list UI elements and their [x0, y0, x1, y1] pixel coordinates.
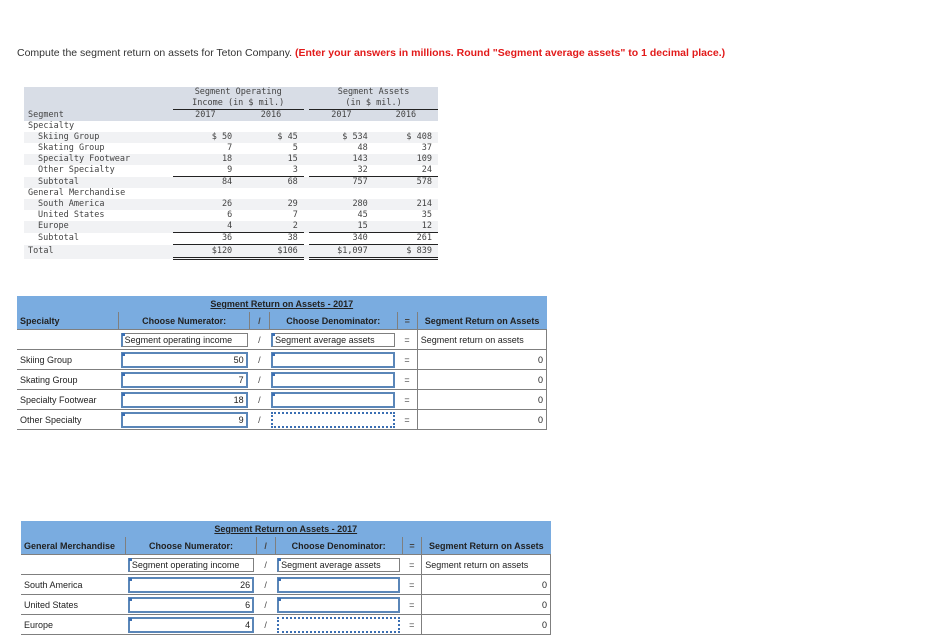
denominator-select[interactable]: Segment average assets — [277, 558, 400, 572]
year-header: 2017 — [309, 110, 374, 122]
segment-data-table — [24, 87, 438, 260]
result-value: 0 — [417, 350, 546, 370]
segment-name: Skiing Group — [17, 350, 119, 370]
year-header: 2016 — [374, 110, 438, 122]
roa-table-title: Segment Return on Assets - 2017 — [21, 521, 551, 537]
denominator-header: Choose Denominator: — [269, 312, 397, 330]
numerator-input[interactable]: 26 — [128, 577, 254, 593]
numerator-input[interactable]: 18 — [121, 392, 248, 408]
numerator-input[interactable]: 7 — [121, 372, 248, 388]
denominator-select[interactable]: Segment average assets — [271, 333, 395, 347]
segment-name: Specialty Footwear — [17, 390, 119, 410]
instructions — [17, 47, 727, 60]
denominator-input-focused[interactable] — [271, 412, 395, 428]
segment-name: Europe — [21, 615, 126, 635]
table-row: Other Specialty 9 / = 0 — [17, 410, 547, 430]
roa-table-specialty: Segment Return on Assets - 2017 Specialty Choose Numerator: / Choose Denominator: = Segment Return on Assets Segment operating income / Segment average assets = Segment return on assets Skiing Group 50 / = 0 Skating Group 7 / = 0 Specialty Footwear 18 / = 0 Other Specialty 9 / = 0 — [17, 296, 547, 430]
numerator-header: Choose Numerator: — [119, 312, 250, 330]
section-label: Specialty — [28, 121, 75, 131]
instructions-text: Compute the segment return on assets for Teton Company. — [17, 47, 293, 59]
segment-name: Skating Group — [17, 370, 119, 390]
segment-name: Other Specialty — [17, 410, 119, 430]
result-value: 0 — [422, 615, 551, 635]
table-row: South America 26 / = 0 — [21, 575, 551, 595]
result-label: Segment return on assets — [422, 555, 551, 575]
table-row: Skating Group 7 5 48 37 — [38, 143, 432, 153]
numerator-select[interactable]: Segment operating income — [128, 558, 254, 572]
numerator-input[interactable]: 4 — [128, 617, 254, 633]
numerator-input[interactable]: 50 — [121, 352, 248, 368]
result-header: Segment Return on Assets — [417, 312, 546, 330]
section-label: General Merchandise — [28, 188, 126, 198]
segment-column-header: Segment — [24, 110, 173, 122]
table-row: United States 6 7 45 35 — [38, 210, 432, 220]
instructions-emphasis: (Enter your answers in millions. Round "Segment average assets" to 1 decimal place.) — [295, 47, 726, 59]
year-header: 2017 — [173, 110, 239, 122]
total-row: Total $120 $106 $1,097 $ 839 — [24, 245, 438, 259]
denominator-input-focused[interactable] — [277, 617, 400, 633]
result-header: Segment Return on Assets — [422, 537, 551, 555]
denominator-input[interactable] — [277, 597, 400, 613]
denominator-input[interactable] — [277, 577, 400, 593]
table-row: United States 6 / = 0 — [21, 595, 551, 615]
year-header: 2016 — [238, 110, 304, 122]
table-row: South America 26 29 280 214 — [24, 199, 438, 210]
table-row: Other Specialty 9 3 32 24 — [24, 165, 438, 177]
income-group-header-line1: Segment Operating — [173, 87, 304, 98]
subtotal-row: Subtotal 84 68 757 578 — [24, 177, 438, 189]
income-group-header-line2: Income (in $ mil.) — [173, 98, 304, 110]
segment-name: United States — [21, 595, 126, 615]
numerator-input[interactable]: 9 — [121, 412, 248, 428]
assets-group-header-line1: Segment Assets — [309, 87, 438, 98]
denominator-input[interactable] — [271, 372, 395, 388]
roa-table-general-merchandise: Segment Return on Assets - 2017 General Merchandise Choose Numerator: / Choose Denominator: = Segment Return on Assets Segment operating income / Segment average assets = Segment return on assets South America 26 / = 0 United States 6 / = 0 Europe 4 / = 0 — [21, 521, 551, 635]
table-row: Europe 4 2 15 12 — [24, 221, 438, 233]
denominator-input[interactable] — [271, 352, 395, 368]
result-value: 0 — [422, 575, 551, 595]
roa-table-title: Segment Return on Assets - 2017 — [17, 296, 547, 312]
subtotal-row: Subtotal 36 38 340 261 — [24, 233, 438, 245]
table-row: Europe 4 / = 0 — [21, 615, 551, 635]
table-row: Skiing Group 50 / = 0 — [17, 350, 547, 370]
table-row: Specialty Footwear 18 15 143 109 — [24, 154, 438, 165]
result-value: 0 — [417, 370, 546, 390]
result-value: 0 — [422, 595, 551, 615]
result-value: 0 — [417, 390, 546, 410]
table-row: Skiing Group $ 50 $ 45 $ 534 $ 408 — [24, 132, 438, 143]
denominator-input[interactable] — [271, 392, 395, 408]
segment-header: General Merchandise — [21, 537, 126, 555]
table-row: Skating Group 7 / = 0 — [17, 370, 547, 390]
segment-name: South America — [21, 575, 126, 595]
segment-header: Specialty — [17, 312, 119, 330]
table-row: Specialty Footwear 18 / = 0 — [17, 390, 547, 410]
numerator-header: Choose Numerator: — [126, 537, 256, 555]
numerator-select[interactable]: Segment operating income — [121, 333, 248, 347]
result-value: 0 — [417, 410, 546, 430]
result-label: Segment return on assets — [417, 330, 546, 350]
assets-group-header-line2: (in $ mil.) — [309, 98, 438, 110]
denominator-header: Choose Denominator: — [275, 537, 402, 555]
numerator-input[interactable]: 6 — [128, 597, 254, 613]
